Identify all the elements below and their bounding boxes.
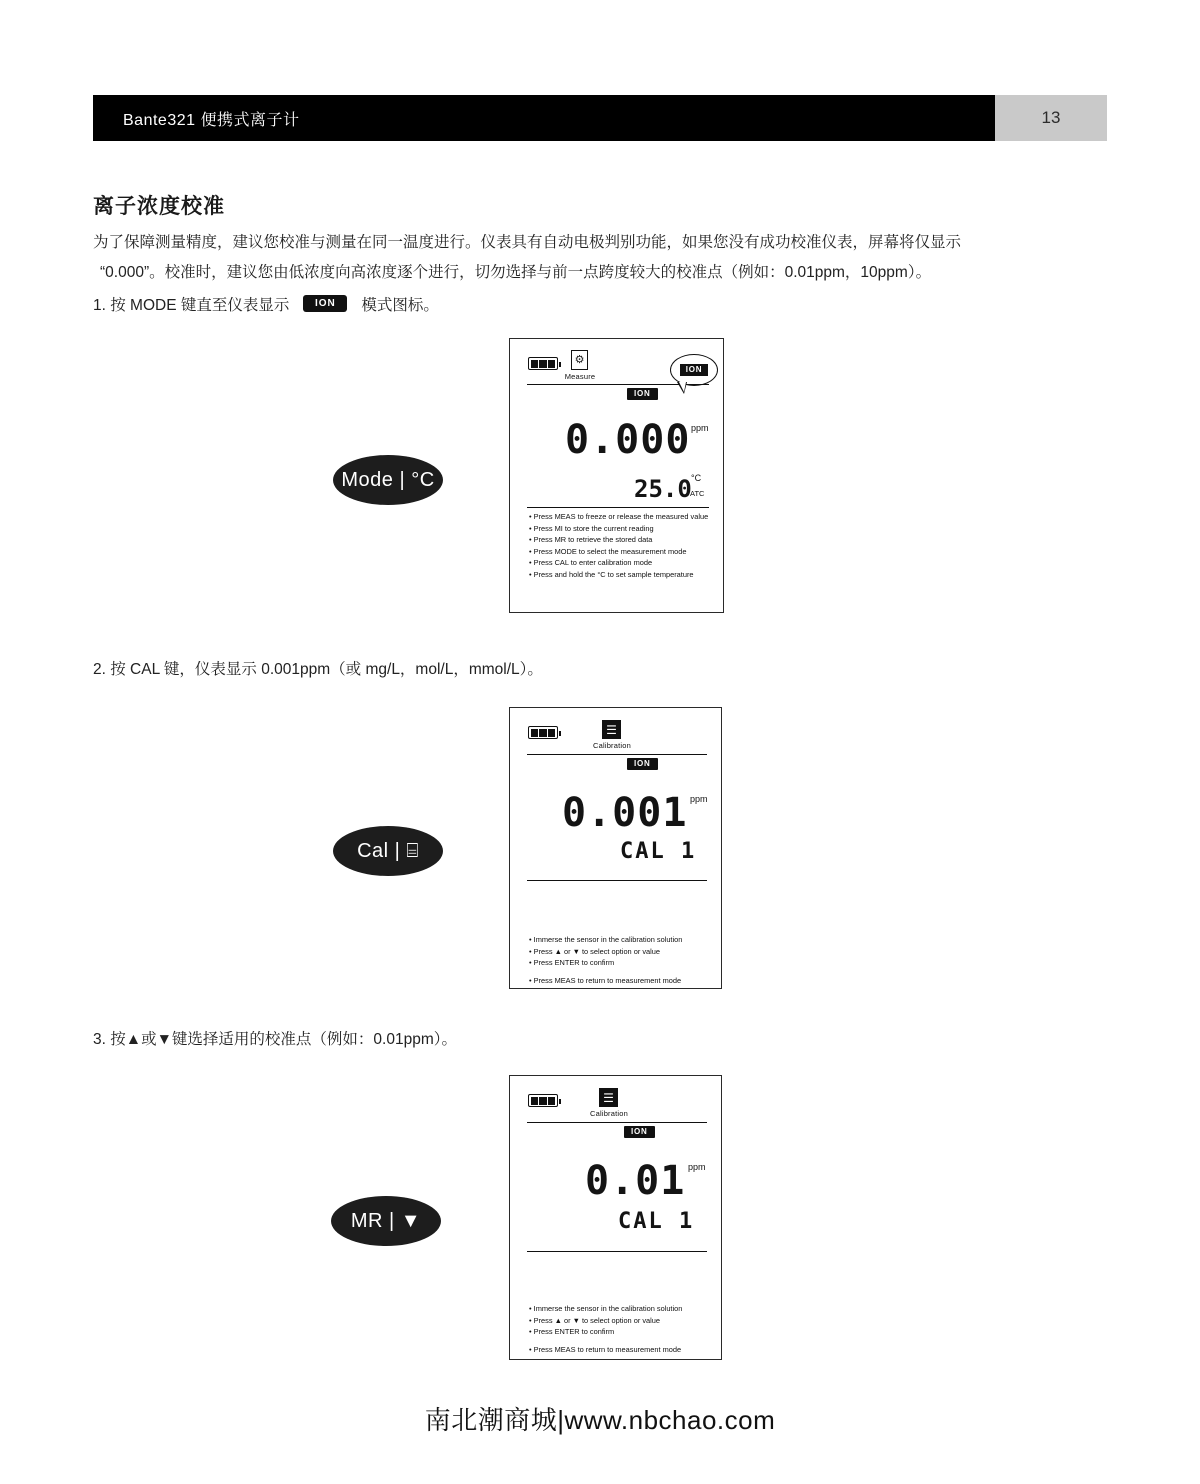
step-1-prefix: 1. 按 MODE 键直至仪表显示: [93, 297, 290, 314]
mode-label-measure: Measure: [564, 372, 596, 381]
step-2-prefix: 2. 按 CAL 键，仪表显示 0.001ppm（或 mg/L，mol/L，mmol/L）。: [93, 661, 543, 678]
mode-label-calibration: Calibration: [592, 741, 632, 750]
battery-icon: [528, 357, 558, 370]
header-title: Bante321 便携式离子计: [123, 111, 300, 129]
meter-display-measure: [509, 338, 724, 613]
calibration-icon: ☰: [602, 720, 621, 739]
header-title-bar: [93, 95, 995, 141]
mr-key-button[interactable]: MR | ▼: [331, 1196, 441, 1246]
cal-point-label: CAL 1: [620, 839, 697, 864]
footer-watermark: 南北潮商城|www.nbchao.com: [424, 1405, 776, 1435]
ion-indicator: ION: [627, 388, 658, 400]
reading-unit: ppm: [691, 423, 709, 433]
intro-paragraph-line-2: “0.000”。校准时，建议您由低浓度向高浓度逐个进行，切勿选择与前一点跨度较大的校准点（例如：0.01ppm，10ppm）。: [100, 264, 932, 281]
hint-item: • Press MEAS to return to measurement mode: [529, 1344, 682, 1354]
ion-mode-badge-icon: ION: [303, 295, 347, 312]
hint-item: • Press ▲ or ▼ to select option or value: [529, 946, 661, 956]
calibration-icon: ☰: [599, 1088, 618, 1107]
hint-item: • Press MODE to select the measurement mode: [529, 546, 687, 556]
section-title: 离子浓度校准: [93, 195, 225, 218]
divider-bottom: [527, 507, 709, 508]
hint-list: [529, 1303, 682, 1355]
atc-indicator: ATC: [690, 489, 705, 498]
reading-unit: ppm: [688, 1162, 706, 1172]
hint-item: • Immerse the sensor in the calibration solution: [529, 935, 683, 944]
step-3-prefix: 3. 按▲或▼键选择适用的校准点（例如：0.01ppm）。: [93, 1031, 457, 1048]
ion-callout-tail-icon: [677, 382, 687, 394]
header-page-number: 13: [995, 95, 1107, 141]
temperature-unit: °C: [691, 473, 702, 483]
cal-point-label: CAL 1: [618, 1209, 695, 1234]
hint-item: • Press and hold the °C to set sample temperature: [529, 569, 694, 579]
mode-key-button[interactable]: Mode | °C: [333, 455, 443, 505]
reading-value: 0.000: [565, 417, 691, 463]
hint-list: [529, 934, 682, 986]
mode-label-calibration: Calibration: [589, 1109, 629, 1118]
battery-icon: [528, 726, 558, 739]
step-3-text: [93, 1027, 457, 1049]
hint-item: • Immerse the sensor in the calibration solution: [529, 1304, 683, 1313]
ion-callout-chip: ION: [680, 364, 709, 376]
meter-display-calibration-1: [509, 707, 722, 989]
cal-key-button[interactable]: Cal | ⌸: [333, 826, 443, 876]
meter-display-calibration-2: [509, 1075, 722, 1360]
step-1-text: [93, 293, 439, 315]
hint-item: • Press ENTER to confirm: [529, 1327, 615, 1336]
divider-bottom: [527, 880, 707, 881]
hint-list: [529, 511, 708, 580]
divider-bottom: [527, 1251, 707, 1252]
hint-item: • Press MEAS to freeze or release the measured value: [529, 512, 709, 521]
reading-value: 0.001: [562, 790, 688, 836]
temperature-value: 25.0: [634, 475, 692, 503]
reading-unit: ppm: [690, 794, 708, 804]
hint-item: • Press MI to store the current reading: [529, 523, 654, 533]
reading-value: 0.01: [585, 1158, 686, 1204]
divider-top: [527, 754, 707, 755]
hint-item: • Press ▲ or ▼ to select option or value: [529, 1315, 661, 1325]
hint-item: • Press MR to retrieve the stored data: [529, 535, 653, 544]
thermometer-icon: ⚙: [571, 350, 588, 370]
divider-top: [527, 1122, 707, 1123]
page-header: [93, 95, 1107, 141]
hint-item: • Press MEAS to return to measurement mode: [529, 975, 682, 985]
ion-indicator: ION: [627, 758, 658, 770]
step-1-suffix: 模式图标。: [361, 297, 439, 314]
intro-paragraph-line-1: 为了保障测量精度，建议您校准与测量在同一温度进行。仪表具有自动电极判别功能，如果您没有成功校准仪表，屏幕将仅显示: [93, 234, 962, 251]
step-2-text: [93, 657, 543, 679]
hint-item: • Press CAL to enter calibration mode: [529, 558, 653, 567]
battery-icon: [528, 1094, 558, 1107]
hint-item: • Press ENTER to confirm: [529, 958, 615, 967]
ion-indicator: ION: [624, 1126, 655, 1138]
